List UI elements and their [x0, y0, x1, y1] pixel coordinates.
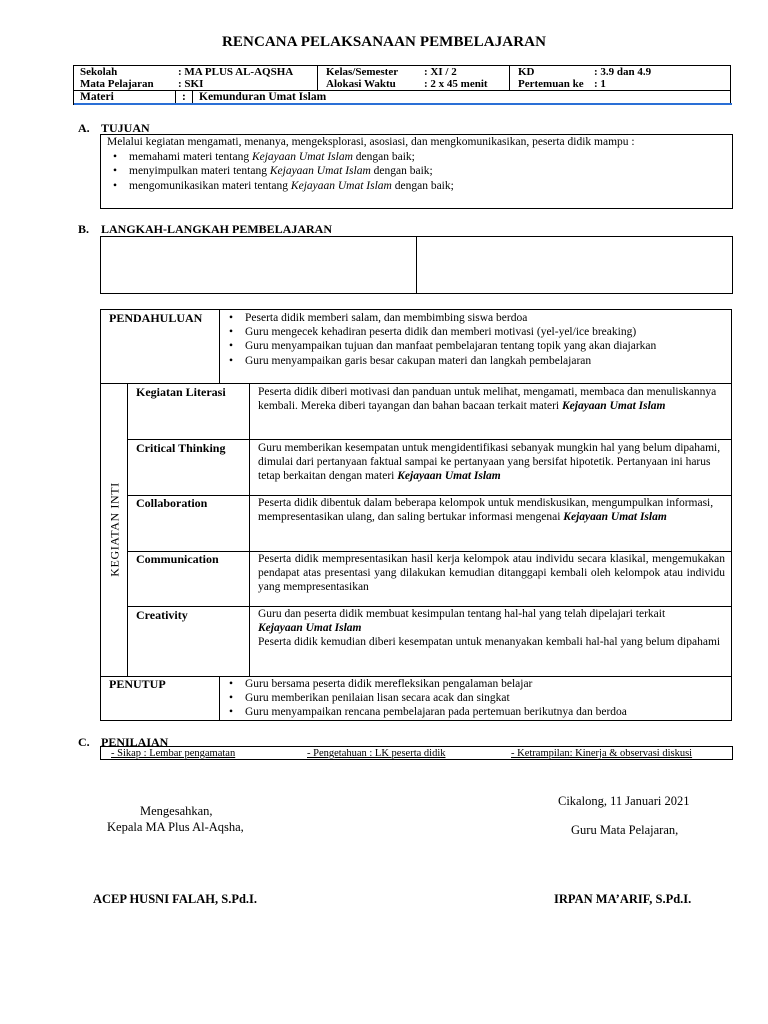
pendahuluan-bottom-line	[101, 383, 731, 384]
identity-school-column	[74, 66, 318, 90]
tujuan-list	[107, 150, 726, 194]
penilaian-keterampilan: - Ketrampilan: Kinerja & observasi diskusi	[511, 748, 693, 759]
tujuan-heading: TUJUAN	[101, 121, 150, 135]
principal-name: ACEP HUSNI FALAH, S.Pd.I.	[93, 892, 258, 906]
school-label: Sekolah	[80, 66, 118, 78]
creativity-label: Creativity	[136, 608, 188, 622]
materi-row	[73, 90, 731, 105]
pendahuluan-item: • Guru menyampaikan tujuan dan manfaat pembelajaran tentang topik yang akan diajarkan	[223, 339, 731, 353]
langkah-empty-table	[100, 236, 733, 294]
school-value: : MA PLUS AL-AQSHA	[178, 66, 294, 78]
critical-thinking-text: Guru memberikan kesempatan untuk mengidentifikasi sebanyak mungkin hal yang belum dipahami, dimulai dari pertanyaan faktual sampai ke pertanyaan yang bersifat hipotetik. Pertanyaan ini harus tetap berkaitan dengan materi Kejayaan Umat Islam	[258, 442, 721, 483]
penutup-label: PENUTUP	[109, 677, 166, 691]
pendahuluan-item: • Peserta didik memberi salam, dan membimbing siswa berdoa	[223, 311, 731, 325]
penilaian-heading: PENILAIAN	[101, 735, 169, 749]
pendahuluan-divider	[219, 310, 220, 383]
literasi-text: Peserta didik diberi motivasi dan panduan untuk melihat, mengamati, membaca dan menuliskannya kembali. Mereka diberi tayangan dan bahan bacaan terkait materi Kejayaan Umat Islam	[258, 386, 717, 413]
pendahuluan-list	[223, 311, 731, 368]
penutup-divider	[219, 676, 220, 720]
tujuan-letter: A.	[78, 121, 90, 135]
collaboration-label: Collaboration	[136, 496, 208, 510]
teacher-name: IRPAN MA’ARIF, S.Pd.I.	[554, 892, 692, 906]
subject-label: Mata Pelajaran	[80, 78, 154, 90]
identity-table	[73, 65, 731, 91]
communication-label: Communication	[136, 552, 219, 566]
tujuan-item: • menyimpulkan materi tentang Kejayaan Umat Islam dengan baik;	[107, 164, 726, 179]
class-label: Kelas/Semester	[326, 66, 399, 78]
kd-label: KD	[518, 66, 535, 78]
approval-text: Mengesahkan,	[140, 804, 213, 818]
materi-colon: :	[182, 91, 186, 103]
activities-table	[100, 309, 732, 721]
document-title: RENCANA PELAKSANAAN PEMBELAJARAN	[221, 34, 547, 50]
langkah-letter: B.	[78, 222, 90, 236]
subject-value: : SKI	[178, 78, 204, 90]
literasi-label: Kegiatan Literasi	[136, 385, 226, 399]
literasi-bottom-line	[127, 439, 731, 440]
time-value: : 2 x 45 menit	[424, 78, 488, 90]
meeting-label: Pertemuan ke	[518, 78, 584, 90]
creativity-text: Guru dan peserta didik membuat kesimpulan tentang hal-hal yang telah dipelajari terkait Kejayaan Umat Islam Peserta didik kemudian diberi kesempatan untuk menanyakan kembali hal-hal yang belum dipahami	[258, 608, 721, 649]
materi-underline	[74, 103, 732, 105]
tujuan-intro: Melalui kegiatan mengamati, menanya, mengeksplorasi, asosiasi, dan mengkomunikasikan, peserta didik mampu :	[107, 136, 635, 148]
kd-value: : 3.9 dan 4.9	[594, 66, 652, 78]
penilaian-letter: C.	[78, 735, 90, 749]
langkah-empty-divider	[416, 237, 417, 293]
penutup-item: • Guru memberikan penilaian lisan secara acak dan singkat	[223, 691, 731, 705]
signature-date: Cikalong, 11 Januari 2021	[558, 794, 690, 808]
langkah-heading: LANGKAH-LANGKAH PEMBELAJARAN	[101, 222, 333, 236]
principal-title: Kepala MA Plus Al-Aqsha,	[107, 820, 244, 834]
tujuan-box	[100, 134, 733, 209]
materi-value: Kemunduran Umat Islam	[199, 91, 327, 103]
penutup-list	[223, 677, 731, 720]
penutup-item: • Guru menyampaikan rencana pembelajaran pada pertemuan berikutnya dan berdoa	[223, 705, 731, 719]
critical-thinking-label: Critical Thinking	[136, 441, 226, 455]
penilaian-sikap: - Sikap : Lembar pengamatan	[111, 748, 236, 759]
tujuan-item: • mengomunikasikan materi tentang Kejayaan Umat Islam dengan baik;	[107, 179, 726, 194]
tujuan-item: • memahami materi tentang Kejayaan Umat Islam dengan baik;	[107, 150, 726, 165]
pendahuluan-label: PENDAHULUAN	[109, 311, 203, 325]
identity-kd-column	[510, 66, 730, 90]
identity-class-column	[318, 66, 510, 90]
inti-vertical-divider	[127, 383, 128, 676]
penutup-item: • Guru bersama peserta didik merefleksikan pengalaman belajar	[223, 677, 731, 691]
collaboration-text: Peserta didik dibentuk dalam beberapa kelompok untuk mendiskusikan, mengumpulkan informasi, mempresentasikan ulang, dan saling bertukar informasi mengenai Kejayaan Umat Islam	[258, 497, 714, 524]
inti-label-divider	[249, 383, 250, 676]
teacher-title: Guru Mata Pelajaran,	[571, 823, 679, 837]
materi-label: Materi	[80, 91, 114, 103]
communication-text: Peserta didik mempresentasikan hasil kerja kelompok atau individu secara klasikal, mengemukakan pendapat atas presentasi yang dilakukan kemudian ditanggapi kembali oleh kelompok atau individu yang mempresentasikan	[258, 553, 725, 594]
penilaian-box	[100, 746, 733, 760]
meeting-value: : 1	[594, 78, 606, 90]
class-value: : XI / 2	[424, 66, 457, 78]
time-label: Alokasi Waktu	[326, 78, 396, 90]
pendahuluan-item: • Guru mengecek kehadiran peserta didik dan memberi motivasi (yel-yel/ice breaking)	[223, 325, 731, 339]
penilaian-pengetahuan: - Pengetahuan : LK peserta didik	[307, 748, 446, 759]
pendahuluan-item: • Guru menyampaikan garis besar cakupan materi dan langkah pembelajaran	[223, 354, 731, 368]
kegiatan-inti-label: KEGIATAN INTI	[107, 482, 122, 577]
